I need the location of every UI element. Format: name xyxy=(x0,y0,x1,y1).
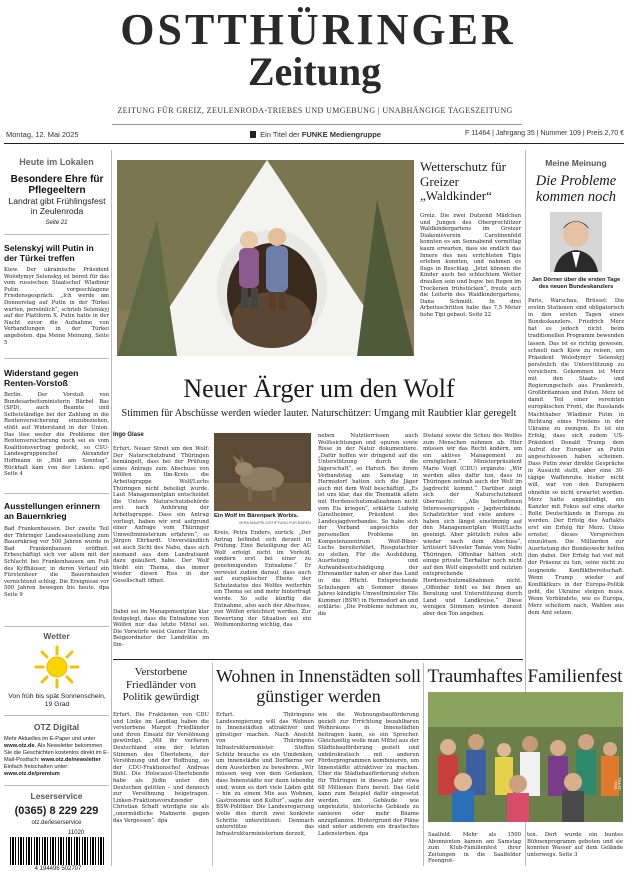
weather-kicker: Wetter xyxy=(43,631,70,641)
weather-text: Von früh bis spät Sonnenschein, 19 Grad xyxy=(8,693,106,708)
wolf-photo-caption: Ein Wolf im Bärenpark Worbis. xyxy=(214,513,299,519)
wolf-photo-credit: VERA MAUPELS/STIFTUNG FÜR BÄREN xyxy=(238,521,311,525)
selensky-headline: Selenskyj will Putin in der Türkei treffen xyxy=(4,243,94,263)
familienfest-photo xyxy=(428,692,623,822)
ausstellung-headline: Ausstellungen erinnern an Bauernkrieg xyxy=(4,501,100,521)
wolf-photo xyxy=(214,433,311,511)
wolf-author: Ingo Glase xyxy=(113,432,144,438)
ausstellung-body: Bad Frankenhausen. Der zweite Teil der Thüringer Landesausstellung zum Bauernkrieg vor 500 Jahren wurde in Bad Frankenhausen eröffnet. Erbeschäftigt sich vor allem mit der Schlacht bei Frankenhausen am Fuß des Kyffhäuser, in deren Verlauf ein Fürstenheer die Bauernhaufen vernichtend schlug. Die Ereignisse vor 500 Jahren bewegen bis heute. dpa Seite 9 xyxy=(4,526,109,598)
barcode-number: 4 194496 502707 xyxy=(6,866,110,872)
friedlaender-headline: Verstorbene Friedländer von Politik gewürdigt xyxy=(122,666,200,703)
funke-logo-icon xyxy=(250,131,256,138)
local-section-kicker: Heute im Lokalen xyxy=(19,157,94,167)
local-headline: Besondere Ehre für Pflegeeltern xyxy=(10,174,104,196)
wolf-column-2: Kreis, Petra Enders, zurück: „Der Antrag befindet sich derzeit in Prüfung. Eine Beteiligung der AG Wolf erfolgt nicht im Vorfeld, sondern erst bei einer zu genehmigenden Entnahme.“ Er verweist zudem darauf, dass auch auf europäischer Ebene der Schutzstatus des Wolfes weiterhin ein Thema sei und mehr hinterfragt werde. So solle künftig die Entnahme, also auch der Abschuss, von Wölfen erleichtert werden. Zur Bewertung der Situation sei ein Wolfsmonitoring wichtig, das xyxy=(214,530,311,629)
wohnen-column-2: wie die Wohnungsbauförderung gezielt zur Errichtung bezahlbaren Wohnraums in Innenstädten beitragen kann, so ein Sprecher. Gleichzeitig wolle man Mittel aus der Städtebauförderung gezielt und unbürokratisch mit anderen Förderprogrammen kombinieren, um Innenstädte attraktiver zu machen. Über die Städtebauförderung stehen für Thüringen in diesem Jahr etwa 68 Millionen Euro bereit. Das Geld kann zum Beispiel dafür eingesetzt werden, um Gebäude wie ungenutzte, historische Gebäude zu sanieren oder mehr Bäume anzupflanzen. Hintergrund der Pläne sind unter anderem ein drastisches Ladensterben. dpa xyxy=(318,712,419,837)
meinung-body: Paris, Warschau, Brüssel: Die ersten Stationen sind obligatorisch in den ersten Tagen eines Bundeskanzlers. Friedrich Merz hat es jedoch nicht beim traditionellen Programm bewenden lassen. Das ist es richtig gewesen, schnell nach Kiew zu reisen, um Präsident Wolodymyr Selenskyj persönlich die Unterstützung zu versichern. Gekommen ist Merz mit den Staats- und Regierungschefs aus Frankreich, Großbritannien und Polen. Merz ist damit Teil einer vereinten europäischen Front, die Russlands Machthaber Wladimir Putin in Richtung eines Friedens in der Ukraine zu zwingen. Es ist ein Erfolg, dass sich zudem US-Präsident Donald Trump dem Aufruf der Europäer an Putin angeschlossen haben scheinen. Dass Putin zwar direkte Gespräche in Aussicht stellt, aber eine 30-tägige Waffenruhe bisher nicht will, war von den Europäern ohnehin so nicht erwartet worden. Merz hatte angekündigt, ein Kanzler mit Fokus auf eine starke Rolle Deutschlands in Europa zu werden. Der Erfolg des Auftakts erst ein Erfolg für Merz. Umso ernster, dieses Versprechen einzulösen. Die Milliarden zur Ausrüstung der Bundeswehr helfen ihm dabei. Der Erfolg hat viel mit der Präsenz zu tun, seine nicht zu leugnende Konfliktbereitschaft. Wenn Trump wieder auf Konfliktkurs in der Europa-Politik geht, die Ukraine steigen muss. Wenn Verbündete, wie es Europa, Merz scheitern nach, Wahlen aus dem Amt setzen. xyxy=(528,298,624,617)
dateline-issue: F 11464 | Jahrgang 35 | Nummer 109 | Preis 2,70 € xyxy=(464,130,624,137)
familienfest-photo-credit: TINO ZIPPEL xyxy=(614,776,622,790)
friedlaender-body: Erfurt. Die Fraktionen von CDU und Linke im Landtag haben die verstorbene Margot Friedländer und ihren Einsatz für Versöhnung gewürdigt. „Mit ihr verlieren Deutschland eine der letzten Stimmen des Überlebens, der Versöhnung und der Hoffnung, so der CDU-Fraktionschef Andreas Bühl. Die Holocaust-Überlebende habe als Jüdin unter den Deutschen gelitten – und dennoch zur Versöhnung beigetragen. Linken-Fraktionsvorsitzender Christian Schaft würdigte sie als „unermüdliche Mahnerin gegen das Vergessen“. dpa xyxy=(113,712,209,824)
sun-icon xyxy=(22,644,92,690)
wolf-column-4: Distanz sowie die Scheu des Wolfes zum Menschen nehmen ab. Hier müssen wir das Recht ändern, um ein aktives Management zu ermöglichen.“ Ministerpräsident Mario Voigt (CDU) ergänzte: „Wir werden alles dafür tun, dass in Thüringen zeitnah auch der Wolf im Jagdrecht kommt.“ Darüber zeigt sich der Naturschutzbund überrascht: „Alle betroffenen Interessengruppen – Jagdverbände, Schafzüchter und viele andere – haben sich längst einstimmig auf den Managementplan Wolf/Luchs geeinigt. Aber plötzlich rufen alle wieder nach dem Abschuss“, kritisiert Silvester Tamás vom Nabu Thüringen. Offenbar hätten sich einige private Tierhalter noch nicht auf den Wolf eingestellt und nutzten entsprechende Herdenschutzmaßnahmen nicht. „Offenbar fehlt es bei ihnen an Beratung und Unterstützung durch Land und Landkreise.“ Diese wenigen Stimmen würden derzeit aber den Ton angeben. xyxy=(423,433,522,618)
selensky-body: Kiew. Der ukrainische Präsident Wolodymyr Selenskyj ist bereit für das vom russischen Staatschef Wladimir Putin vorgeschlagene Friedensgespräch. „Ich werde am Donnerstag auf Putin in der Türkei warten, persönlich“, schrieb Selenskyj auf der Plattform X. Putin hatte in der Nacht zuvor die Aufnahme von Verhandlungen in der Türkei angeboten. dpa Meine Meinung, Seite 5 xyxy=(4,267,109,346)
local-page-ref: Seite 21 xyxy=(45,220,68,226)
digital-text-3: Einfach freischalten unter: xyxy=(4,764,69,770)
meinung-headline: Die Probleme kommen noch xyxy=(535,173,617,205)
leserservice-url[interactable]: otz.de/leserservice xyxy=(31,820,82,826)
wetterschutz-headline: Wetterschutz für Greizer „Waldkinder“ xyxy=(420,159,506,203)
wolf-column-1b: Dabei sei im Managementplan klar festgelegt, dass die Entnahme von Wölfen nur das letzte Mittel sei. Die Vorwürfe weist Gunter Harsch, Beigeordneter der Landrätin im Ilm- xyxy=(113,609,209,648)
digital-link-otz[interactable]: www.otz.de xyxy=(4,743,35,749)
tipi-photo xyxy=(117,160,414,356)
digital-link-newsletter[interactable]: www.otz.de/newsletter xyxy=(41,757,101,763)
masthead-title-line1: OSTTHÜRINGER xyxy=(120,5,516,54)
wohnen-headline: Wohnen in Innenstädten soll günstiger werden xyxy=(216,666,422,706)
dateline-date: Montag, 12. Mai 2025 xyxy=(6,130,79,139)
wolf-subheadline: Stimmen für Abschüsse werden wieder lauter. Naturschützer: Umgang mit Raubtier klar geregelt xyxy=(121,408,517,419)
familienfest-headline: Traumhaftes Familienfest xyxy=(427,666,623,687)
digital-link-premium[interactable]: www.otz.de/premium xyxy=(4,771,60,777)
barcode xyxy=(10,837,106,865)
wohnen-column-1: Erfurt. Thüringens Landesregierung will das Wohnen in Innenstädten attraktiver und günstiger machen. Nach Ansicht von Thüringens Infrastrukturminister Steffen Schütz brauche es ein Umdenken, um Innenstädte und Dorfkerne vor dem Aussterben zu bewahren. „Wir müssen weg von dem Gedanken, dass Innenstädte nur dann lebendig sind, wenn es dort viele Läden gibt – hin zu einem Mix aus Wohnen, Gastronomie und Kultur“, sagte der BSW-Politiker. Die Landesregierung wolle dies durch zwei konkrete Schritte unterstützen: Demnach unterstütze das Infrastrukturministerium derzeit, xyxy=(216,712,314,837)
familienfest-column-1: Saalfeld. Mehr als 1500 Abonnenten kamen am Samstag zum Klub-Familienfest ihrer Zeitungen in die Saalfelder Feengrot- xyxy=(428,832,521,865)
dateline-group-name: FUNKE Mediengruppe xyxy=(301,130,381,139)
barcode-top-number: 11020 xyxy=(68,830,85,836)
author-portrait xyxy=(550,212,602,272)
wolf-column-1: Erfurt. Neuer Streit um den Wolf: Der Naturschutzbund Thüringen bemängelt, dass bei der Prüfung eines Antrags zum Abschuss von Wölfen im Ilm-Kreis die Arbeitsgruppe Wolf/Luchs Thüringen nicht beteiligt wurde. Laut Managementplan entscheidet die Untere Naturschutzbehörde erst nach Anhörung der Arbeitsgruppe. Dass ein Antrag vorliegt, haben wir erst aufgrund einer Anfrage vom Thüringer Umweltministerium erfahren“, so Jürgen Ehrhardt. Unverständlich sei auch Sicht des Nabu, dass sich niemand aus dem Landratsamt dazu geäußert habe. Der Wolf bleibt ein Thema, das immer wieder diesen Riss in der Gesellschaft öffnet. xyxy=(113,446,209,584)
familienfest-column-2: ten. Dort wurde ein buntes Bühnenprogramm geboten und sie konnten Wasser auf dem Gelände unterwegs. Seite 3 xyxy=(527,832,623,858)
wetterschutz-body: Greiz. Die zwei Dutzend Mädchen und Jungen des Obergrochlitzer Waldkindergartens im Greizer Diakonieverein Carolinenfeld konnten es am Sonnabend vormittag kaum erwarten, dass sie endlich das Innere des neu errichteten Tipis erleben konnten, und nahmen es flugs in Beschlag. „Jetzt können die Kinder auch bei schlechtem Wetter draußen sein und bspw. bei Regen im Trockenen frühstücken“, freute sich die Leiterin des Waldkindergartens, Dana Schmidt. In drei Arbeitsschritten habe das 7,5 Meter hohe Tipi gebaut. Seite 22 xyxy=(420,213,521,318)
rente-headline: Widerstand gegen Renten-Vorstoß xyxy=(4,368,79,388)
digital-text-2: . Als Newsletter bekommen Sie die Geschichten kostenlos direkt im E-Mail-Postfach: xyxy=(4,743,109,763)
rente-body: Berlin. Der Vorstoß von Bundesarbeitsministerin Bärbel Bas (SPD), auch Beamte und Selbstständige bei der Zahlung in die Rentenversicherung einzubeziehen, stößt auf Widerstand in der Union. Das löse weder die Probleme der Rentenversicherung noch sei es vom Koalitionsvertrag gedeckt, so CSU-Landesgruppenchef Alexander Hoffmann in „Bild am Sonntag“. Rückhalt kam von der Linken. epd Seite 4 xyxy=(4,392,109,478)
wolf-column-3: neben Nutztierrissen auch Wolfssichtungen und -spuren sowie Risse in der Natur dokumentiere. „Dafür hoffen wir dringend auf die Unterstützung durch die Jägerschaft“, so Harsch. Bei ihrem Verbandstag am Samstag in Hermsdorf hatten sich die Jäger auch mit dem Wolf beschäftigt. „Es ist uns klar, das die Thematik allein mit Herdenschutzmaßnahmen nicht vom Eis kriegen“, erklärte Ludwig Gunstheimer, Präsident des Landesjagdverbandes. So habe sich der Verband angesichts der personellen Probleme im Kompetenzzentrum Wolf-Biber-Luchs bereiterklärt, Rissgutachter zu stellen. Für die Ausbildung, Ausrüstung und Aufwandsentschädigung der Ehrenamtler nahm er aber das Land in die Pflicht. Entsprechende Schulungen ab Sommer dieses Jahres kündigte Umweltminister Tilo Kummer (BSW) in Hermsdorf an und erklärte: „Die Probleme nehmen zu, die xyxy=(318,433,418,618)
dateline-group xyxy=(250,130,381,139)
leserservice-kicker: Leserservice xyxy=(30,791,83,801)
meinung-author: Jan Dörner über die ersten Tage des neuen Bundeskanzlers xyxy=(531,277,621,290)
digital-kicker: OTZ Digital xyxy=(33,722,80,732)
digital-body xyxy=(4,736,109,778)
local-subline: Landrat gibt Frühlingsfest in Zeulenroda xyxy=(8,196,106,216)
wolf-headline: Neuer Ärger um den Wolf xyxy=(183,374,455,403)
masthead-title-line2: Zeitung xyxy=(247,49,382,94)
digital-text-1: Mehr Aktuelles im E-Paper und unter xyxy=(4,736,96,742)
masthead-tagline: ZEITUNG FÜR GREIZ, ZEULENRODA-TRIEBES UND UMGEBUNG | UNABHÄNGIGE TAGESZEITUNG xyxy=(117,106,513,115)
leserservice-phone[interactable]: (0365) 8 229 229 xyxy=(14,805,99,817)
meinung-kicker: Meine Meinung xyxy=(545,158,607,168)
dateline-group-prefix: Ein Titel der xyxy=(260,130,300,139)
